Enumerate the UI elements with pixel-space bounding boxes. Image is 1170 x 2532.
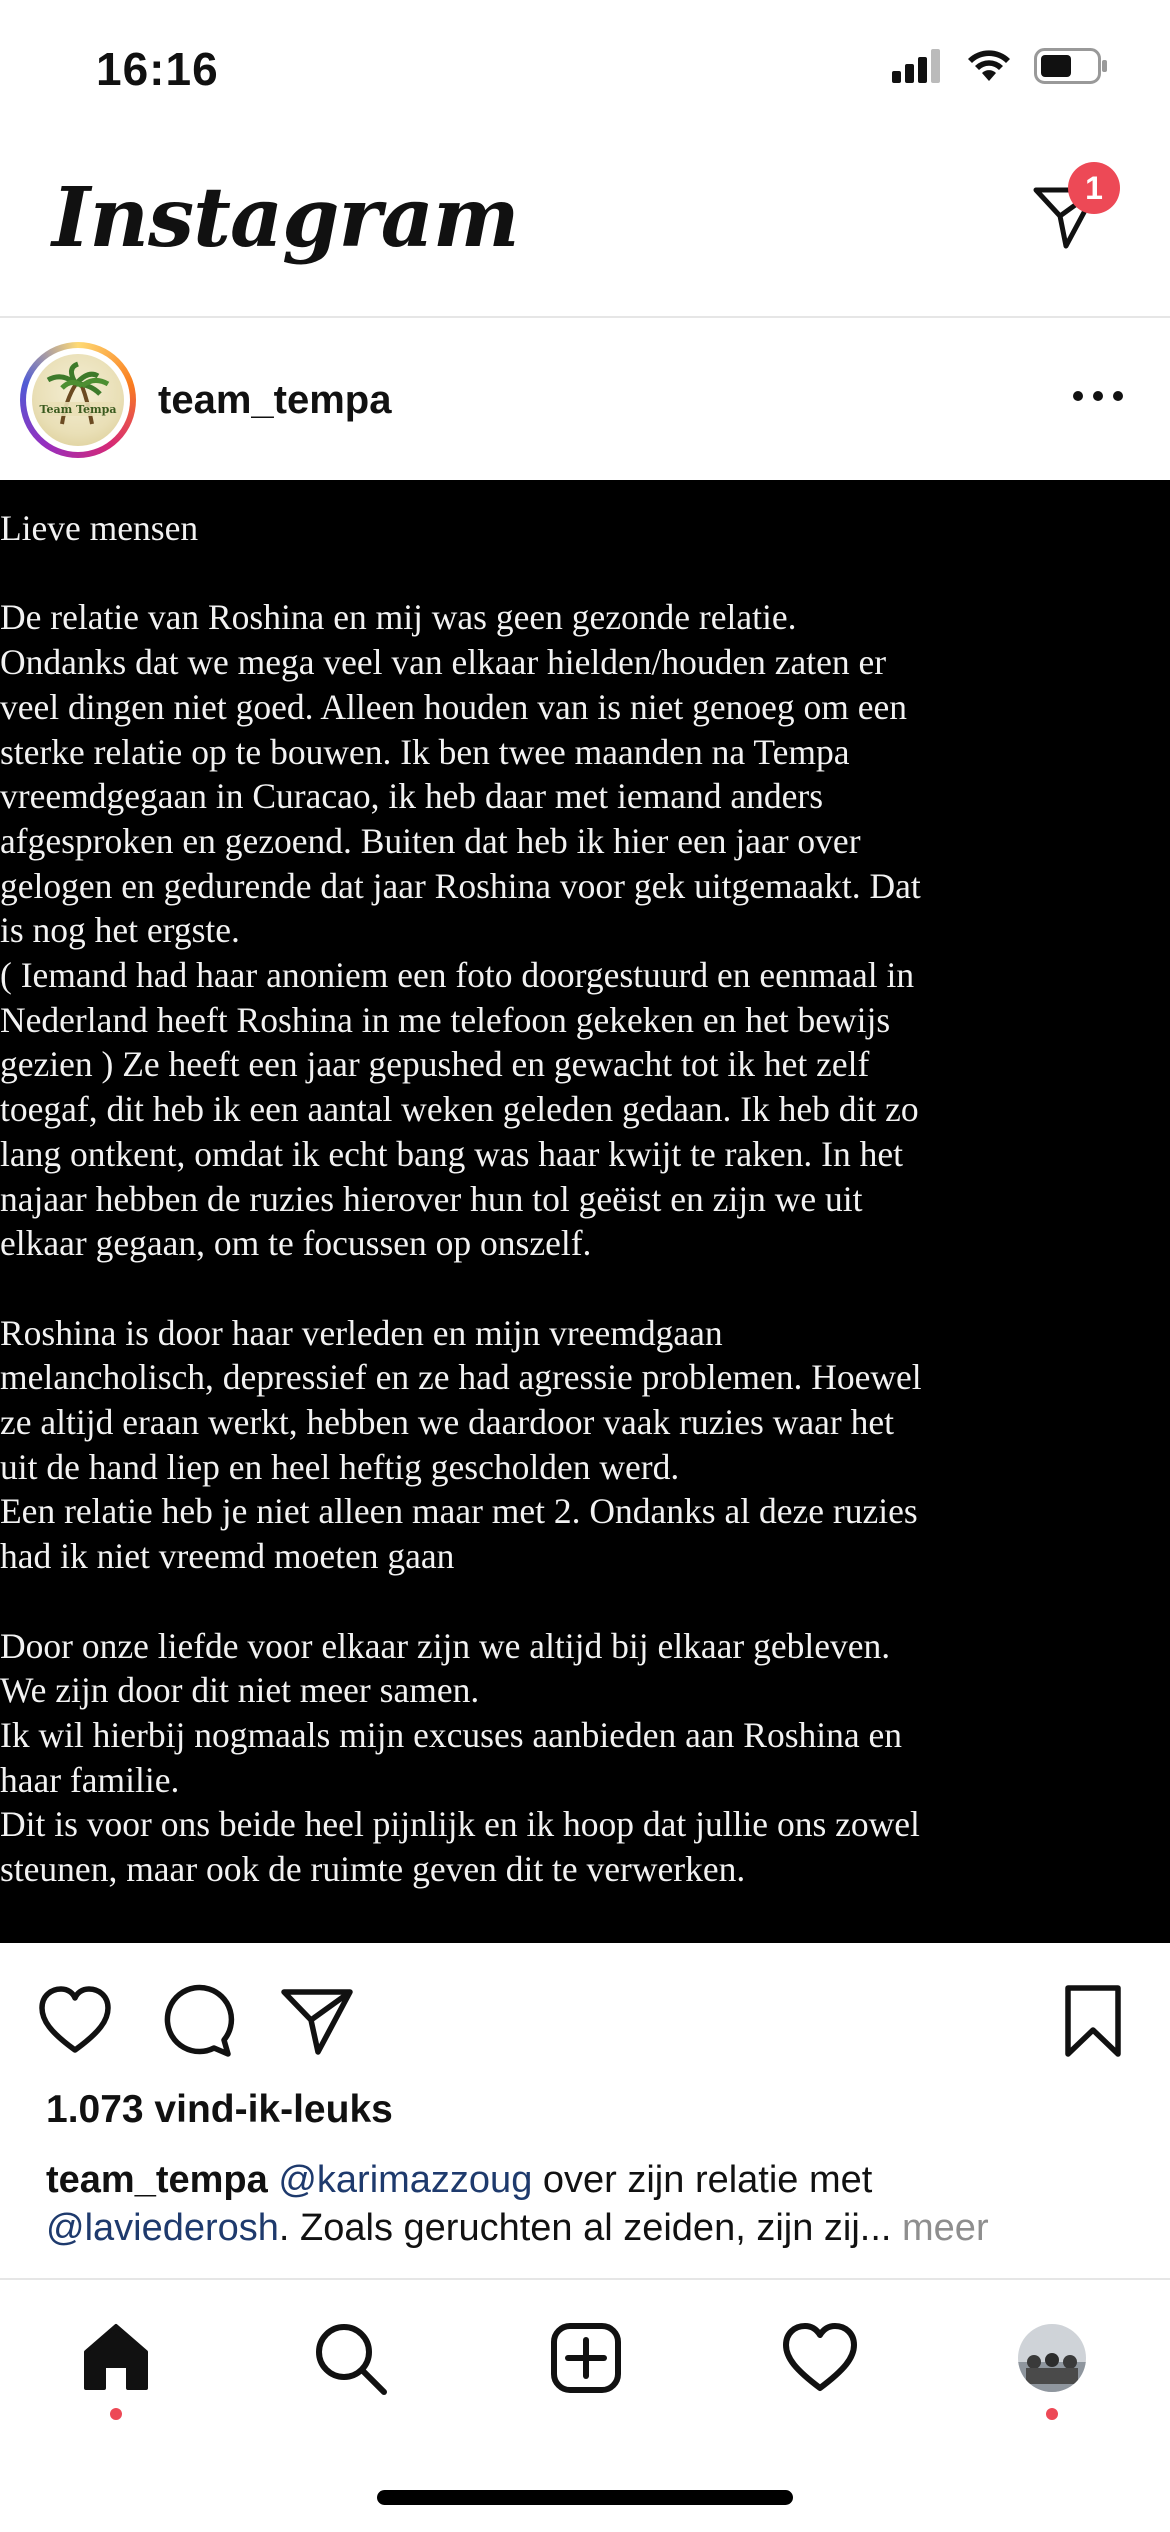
tab-home[interactable]: [76, 2318, 156, 2398]
home-notification-dot: [110, 2408, 122, 2420]
post-image[interactable]: [0, 480, 1170, 1943]
tab-bar-divider: [0, 2278, 1170, 2280]
like-count[interactable]: 1.073 vind-ik-leuks: [46, 2088, 393, 2131]
notification-badge: 1: [1068, 162, 1120, 214]
tab-profile[interactable]: [1012, 2318, 1092, 2398]
post-image-text: Lieve mensen De relatie van Roshina en mij was geen gezonde relatie. Ondanks dat we mega veel van elkaar hielden/houden zaten er veel dingen niet goed. Alleen houden van is niet genoeg om een sterke relatie op te bouwen. Ik ben twee maanden na Tempa vreemdgegaan in Curacao, ik heb daar met iemand anders afgesproken en gezoend. Buiten dat heb ik hier een jaar over gelogen en gedurende dat jaar Roshina voor gek uitgemaakt. Dat is nog het ergste. ( Iemand had haar anoniem een foto doorgestuurd en eenmaal in Nederland heeft Roshina in me telefoon gekeken en het bewijs gezien ) Ze heeft een jaar gepushed en gewacht tot ik het zelf toegaf, dit heb ik een aantal weken geleden gedaan. Ik heb dit zo lang ontkent, omdat ik echt bang was haar kwijt te raken. In het najaar hebben de ruzies hierover hun tol geëist en zijn we uit elkaar gegaan, om te focussen op onszelf. Roshina is door haar verleden en mijn vreemdgaan melancholisch, depressief en ze had agressie problemen. Hoewel ze altijd eraan werkt, hebben we daardoor vaak ruzies waar het uit de hand liep en heel heftig gescholden werd. Een relatie heb je niet alleen maar met 2. Ondanks al deze ruzies had ik niet vreemd moeten gaan Door onze liefde voor elkaar zijn we altijd bij elkaar gebleven. We zijn door dit niet meer samen. Ik wil hierbij nogmaals mijn excuses aanbieden aan Roshina en haar familie. Dit is voor ons beide heel pijnlijk en ik hoop dat jullie ons zowel steunen, maar ook de ruimte geven dit te verwerken.: [0, 508, 922, 1890]
cellular-signal-icon: [892, 49, 944, 83]
tab-new-post[interactable]: [546, 2318, 626, 2398]
status-time: 16:16: [96, 43, 219, 95]
activity-icon: [780, 2318, 860, 2398]
share-icon[interactable]: [278, 1982, 356, 2060]
caption-more-link[interactable]: meer: [902, 2207, 989, 2249]
wifi-icon: [966, 49, 1012, 83]
header-divider: [0, 316, 1170, 318]
caption-mention[interactable]: @laviederosh: [46, 2207, 279, 2249]
palm-tree-icon: [32, 354, 124, 446]
status-icons: [892, 48, 1108, 84]
caption-mention[interactable]: @karimazzoug: [278, 2159, 533, 2201]
caption-text: over zijn relatie met: [532, 2159, 873, 2201]
tab-activity[interactable]: [780, 2318, 860, 2398]
post-caption: [46, 2156, 1136, 2252]
profile-avatar: [1012, 2318, 1092, 2398]
post-avatar[interactable]: [20, 342, 136, 458]
direct-messages-button[interactable]: [1024, 170, 1114, 260]
avatar-text: Team Tempa: [39, 403, 117, 416]
comment-icon[interactable]: [158, 1982, 236, 2060]
caption-text: . Zoals geruchten al zeiden, zijn zij...: [278, 2207, 892, 2249]
new-post-icon: [546, 2318, 626, 2398]
more-options-icon[interactable]: [1068, 376, 1128, 416]
heart-icon[interactable]: [36, 1982, 114, 2060]
search-icon: [310, 2318, 390, 2398]
caption-username[interactable]: team_tempa: [46, 2159, 268, 2201]
profile-notification-dot: [1046, 2408, 1058, 2420]
post-username[interactable]: team_tempa: [158, 378, 392, 422]
instagram-logo[interactable]: Instagram: [52, 170, 519, 266]
home-indicator[interactable]: [377, 2490, 793, 2505]
bookmark-icon[interactable]: [1054, 1982, 1132, 2060]
battery-icon: [1034, 48, 1108, 84]
tab-search[interactable]: [310, 2318, 390, 2398]
avatar-logo: [32, 354, 124, 446]
home-icon: [76, 2318, 156, 2398]
